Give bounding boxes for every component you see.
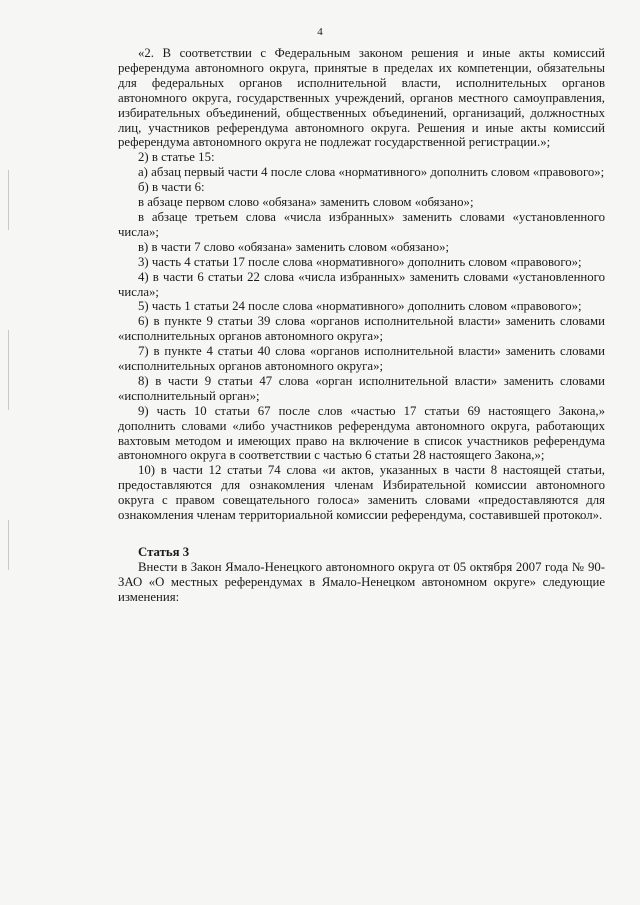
section-gap [118, 523, 605, 545]
page-number: 4 [317, 26, 323, 38]
body-paragraph: 8) в части 9 статьи 47 слова «орган исполнительной власти» заменить словами «исполнительный орган»; [118, 373, 605, 403]
body-paragraph: 5) часть 1 статьи 24 после слова «нормативного» дополнить словом «правового»; [138, 299, 582, 314]
article-paragraph: Внести в Закон Ямало-Ненецкого автономного округа от 05 октября 2007 года № 90-ЗАО «О местных референдумах в Ямало-Ненецком автономном округе» следующие изменения: [118, 559, 605, 604]
body-paragraph: в) в части 7 слово «обязана» заменить словом «обязано»; [138, 239, 450, 254]
article-heading: Статья 3 [138, 545, 190, 559]
body-paragraph: б) в части 6: [138, 180, 205, 195]
amendment-list [118, 46, 605, 523]
body-paragraph: 7) в пункте 4 статьи 40 слова «органов исполнительной власти» заменить словами «исполнительных органов автономного округа»; [118, 344, 605, 374]
body-paragraph: 10) в части 12 статьи 74 слова «и актов, указанных в части 8 настоящей статьи, предоставляются для ознакомления членам Избирательной комиссии автономного округа с правом совещательного голоса» заменить словами «предоставляются для ознакомления членам территориальной комиссии референдума, составившей протокол». [118, 463, 605, 523]
body-paragraph: а) абзац первый части 4 после слова «нормативного» дополнить словом «правового»; [138, 165, 605, 180]
body-paragraph: 4) в части 6 статьи 22 слова «числа избранных» заменить словами «установленного числа»; [118, 269, 605, 299]
body-paragraph: 2) в статье 15: [138, 150, 215, 165]
scan-margin-mark [8, 170, 9, 230]
body-paragraph: 3) часть 4 статьи 17 после слова «нормативного» дополнить словом «правового»; [138, 254, 582, 269]
body-paragraph: в абзаце первом слово «обязана» заменить словом «обязано»; [138, 195, 474, 210]
body-paragraph: «2. В соответствии с Федеральным законом решения и иные акты комиссий референдума автономного округа, принятые в пределах их компетенции, обязательны для федеральных органов исполнительной власти, исполнительных органов автономного округа, государственных учреждений, органов местного самоуправления, избирательных объединений, общественных объединений, организаций, должностных лиц, участников референдума автономного округа. Решения и иные акты комиссий референдума автономного округа не подлежат государственной регистрации.»; [118, 46, 605, 150]
scan-margin-mark [8, 330, 9, 410]
document-body [118, 46, 605, 605]
body-paragraph: 6) в пункте 9 статьи 39 слова «органов исполнительной власти» заменить словами «исполнительных органов автономного округа»; [118, 314, 605, 344]
body-paragraph: 9) часть 10 статьи 67 после слов «частью 17 статьи 69 настоящего Закона,» дополнить словами «либо участников референдума автономного округа, работающих вахтовым методом и имеющих право на включение в список участников референдума автономного округа в соответствии с частью 6 статьи 28 настоящего Закона,»; [118, 403, 605, 463]
body-paragraph: в абзаце третьем слова «числа избранных» заменить словами «установленного числа»; [118, 209, 605, 239]
scan-margin-mark [8, 520, 9, 570]
